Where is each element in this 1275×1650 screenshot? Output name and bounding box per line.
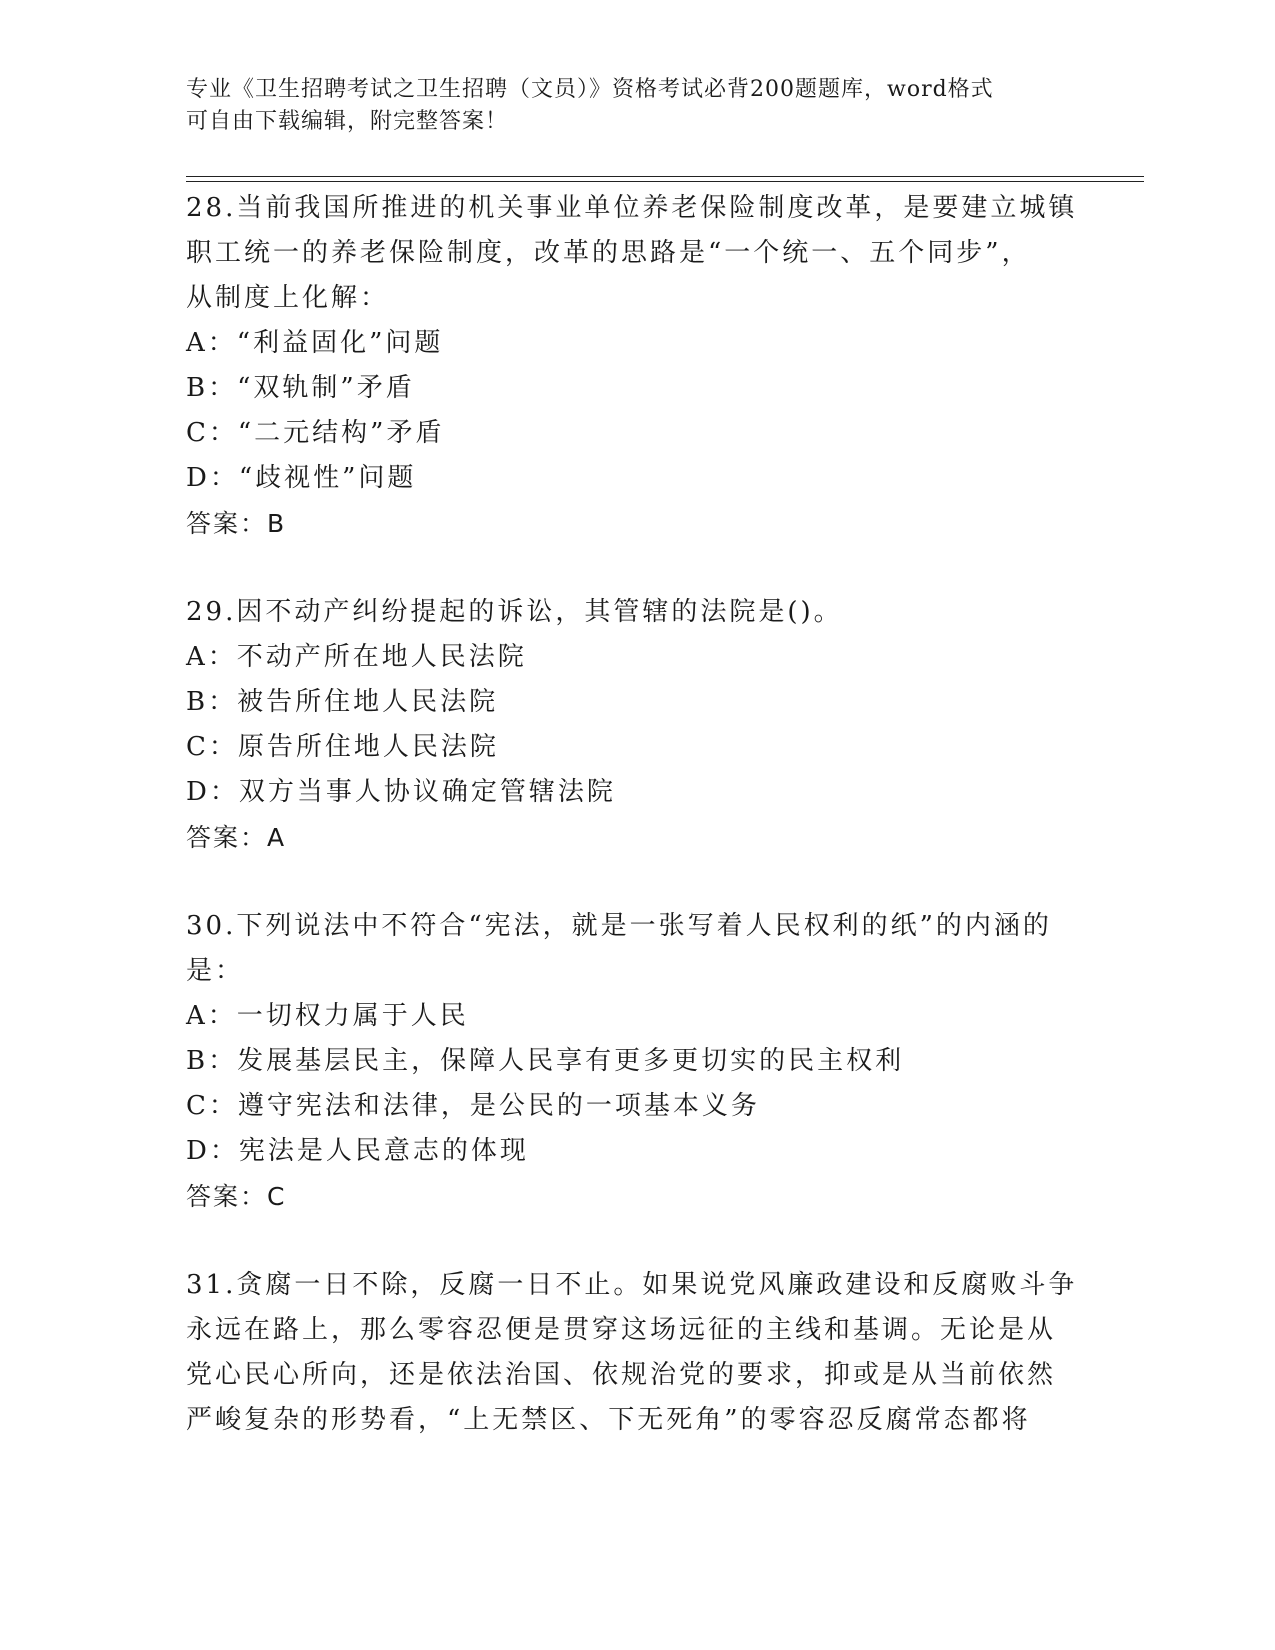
option-c: C：原告所住地人民法院 [186, 732, 499, 762]
document-header [186, 74, 1066, 138]
option-d: D：双方当事人协议确定管辖法院 [186, 777, 616, 807]
question-text: 29.因不动产纠纷提起的诉讼，其管辖的法院是()。 [186, 597, 843, 627]
option-a: A：不动产所在地人民法院 [186, 642, 527, 672]
question-text: 从制度上化解： [186, 283, 390, 313]
question-31 [186, 1263, 1078, 1443]
answer-label: 答案：B [186, 509, 287, 538]
option-c: C：“二元结构”矛盾 [186, 418, 445, 448]
option-b: B：“双轨制”矛盾 [186, 373, 415, 403]
header-divider-top [186, 176, 1144, 177]
option-c: C：遵守宪法和法律，是公民的一项基本义务 [186, 1091, 760, 1121]
question-list [186, 186, 1078, 1487]
question-text: 党心民心所向，还是依法治国、依规治党的要求，抑或是从当前依然 [186, 1360, 1057, 1390]
header-divider-bottom [186, 181, 1144, 182]
question-29 [186, 590, 1066, 860]
header-line-1: 专业《卫生招聘考试之卫生招聘（文员）》资格考试必背200题题库，word格式 [186, 77, 994, 102]
option-d: D：“歧视性”问题 [186, 463, 417, 493]
question-text: 永远在路上，那么零容忍便是贯穿这场远征的主线和基调。无论是从 [186, 1315, 1057, 1345]
answer-label: 答案：A [186, 823, 287, 852]
question-text: 职工统一的养老保险制度，改革的思路是“一个统一、五个同步”， [186, 238, 1031, 268]
question-text: 31.贪腐一日不除，反腐一日不止。如果说党风廉政建设和反腐败斗争 [186, 1270, 1078, 1300]
option-b: B：被告所住地人民法院 [186, 687, 499, 717]
question-30 [186, 904, 1066, 1219]
question-text: 是： [186, 956, 245, 986]
header-line-2: 可自由下载编辑，附完整答案！ [186, 109, 509, 134]
option-b: B：发展基层民主，保障人民享有更多更切实的民主权利 [186, 1046, 905, 1076]
question-text: 28.当前我国所推进的机关事业单位养老保险制度改革，是要建立城镇 [186, 193, 1078, 223]
question-28 [186, 186, 1078, 546]
answer-label: 答案：C [186, 1182, 287, 1211]
option-a: A：一切权力属于人民 [186, 1001, 469, 1031]
question-text: 严峻复杂的形势看，“上无禁区、下无死角”的零容忍反腐常态都将 [186, 1405, 1031, 1435]
question-text: 30.下列说法中不符合“宪法，就是一张写着人民权利的纸”的内涵的 [186, 911, 1052, 941]
option-d: D：宪法是人民意志的体现 [186, 1136, 529, 1166]
option-a: A：“利益固化”问题 [186, 328, 444, 358]
